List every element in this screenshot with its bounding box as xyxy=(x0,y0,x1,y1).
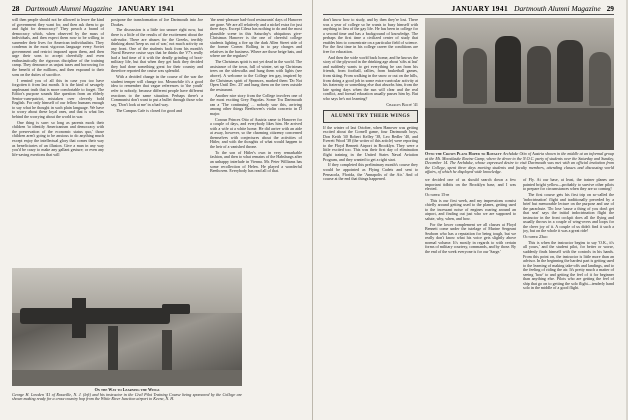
paragraph: will then people should not be allowed to leave the kind of government they want for, and then ask them to go and fight for democracy? They preach a brand of democracy which, when observed by the mass of individuals, and then expect them now to be willing to surrender their lives for American individualists. They condemn in the most vigorous language every Soviet government and restrict imposed upon them, and then urge their sons to accept cheerfully and even enthusiastically the rigorous discipline of the training camp. They denounce as unjust taxes and borrowing for the benefit of the millions, and then expound to their sons on the duties of sacrifice. xyxy=(12,18,104,77)
paragraph: This is when the instructor begins to say 'O.K., it's all yours,' and the student pilot, for better or worse, suddenly finds himself with the controls in his hands. From this point on, the instructor is little more than an advisor. In the beginning the hardest part is getting used to the learning of making take-offs and landings, and to the feeling of riding the air. It's pretty much a matter of seeing 'how' to and getting the feel of it for beginner than anything else. Pilots who are getting the feel of ship that go on to getting the solo flight—tenderly hand solo in the middle of a good flight. xyxy=(523,239,614,291)
right-columns xyxy=(323,18,614,292)
photo-block-left xyxy=(12,268,242,402)
paragraph: The Christmas spirit is not yet dead in the world. The assistance of the town, full of winter, set up Christmas trees on the sidewalks and hung them with lights (see above). A welcome to the College ten gay, inspired by the Christmas spirit of Sponsors, marked them 'Do Not Open Until Dec. 25' and hung them on the trees outside the restaurant. xyxy=(210,59,302,92)
left-column-2 xyxy=(111,18,203,175)
paragraph: With a decided change in the course of the war the student temper will change too. Meanwhile it's a good idea to remember that vague references to 'the youth' refer to nobody, because different people have different reactions to the same situation. Perhaps there's a Communist don't want to put a bullet through those who say, 'Don't look at me' in a bad way. xyxy=(111,74,203,107)
right-lower-columns xyxy=(425,178,614,292)
right-column-1 xyxy=(323,18,418,292)
left-column-3 xyxy=(210,18,302,175)
paragraph: 'the semi-pleasure bad-food restaurants' days of Hanover are gone. We are all relatively and a nickel extra for just three days. Except Cilesa has nothing to do and the most plausible scene in this Saturday's ubiquitous give-Christmas Hanover is the one of cheerful college students lighting a fire up the dark Allen Street side of the former Corner. Rolling in to pay charges and relatives in the business. Where are those beige bats, and where are the regulars? xyxy=(210,18,302,59)
paragraph: of Fly. At our base, at least, the trainer planes are painted bright yellow—probably to survive other pilots to prepare for circumstances when they are so coming! xyxy=(523,177,614,192)
paragraph: And then the wide world back home, and he knows the story of the plywood in the drinking age about 'sifts at last' and suddenly wants to get everything he can from his friends, from football, rallies, from basketball games, from skiing. From walking in the snow or out on the hills, from doing a good job in some extra-curricular activity at his fraternity or something else that absorbs him, from the late spring days when the sun will clear and the real conflict, and formal education usually passes him by. But who says he's not learning? xyxy=(323,54,418,101)
paragraph: One thing is sure: so long as parents mock their children 'to identify Americanism and democracy with the preservation of the economic status quo,' those children aren't going to be anxious to do anything much except enjoy the intellectual glory that comes their way as beneficiaries of an illusion. Give a man in any way you'd be crazy to make any gallant gesture; or even any life-saving exertions that will xyxy=(12,119,104,157)
caption-text: George H. Lowden '41 of Rossville, N. J. (left) and his instructor in the Civil Pilot Training Course being sponsored by the College are shown making ready for a cross-country hop from the White River Junction airport to Keene, N. H. xyxy=(12,391,242,402)
airplane-photo xyxy=(12,268,242,386)
magazine-title: Dartmouth Alumni Magazine xyxy=(514,4,601,13)
left-column-1 xyxy=(12,18,104,175)
paragraph: If the winter of last October, when Hanover was getting excited about the Cornell game, four Dartmouth boys, Don Keith '40 Robert Kelley '38, Leo Bedler '40, and Everett Wood '38 (the writer of this article) were reporting to the Floyd Bennett Airport in Brooklyn. They were a little excited too. This was their first day of elimination flight training in the United States Naval Aviation Program, and they wanted to get a right start. xyxy=(323,124,418,162)
issue-date: JANUARY 1941 xyxy=(451,4,509,13)
right-column-2 xyxy=(425,178,516,292)
photo-caption-left xyxy=(12,388,242,402)
page-number: 29 xyxy=(606,4,614,13)
left-page xyxy=(0,0,313,420)
running-header-left xyxy=(12,4,302,15)
photo-caption-right xyxy=(425,152,614,175)
right-column-3 xyxy=(523,178,614,292)
paragraph: If they completed this preliminary month's course they would be appointed as Flying Cadets and sent to Pensacola, Florida, the 'Annapolis of the Air.' And of course at the end that things happened. xyxy=(323,162,418,182)
paragraph: we decided one of us should search down a few important tidbits on the Brooklyn base, and I was elected. xyxy=(425,177,516,192)
paragraph: To the son of Hitler's own in very remarkable fashion, and then to what remains of the Habsburgs after an unhappy interlude in Vienna. Mr. Peter Williams has some recollection of Helen. He played a wonderful Beethoven. Everybody has read all of that. xyxy=(210,149,302,174)
diary-date: October 15th xyxy=(425,192,450,197)
left-columns xyxy=(12,18,302,175)
page-number: 28 xyxy=(12,4,20,13)
group-photo xyxy=(425,18,614,150)
paragraph: I remind you of all this in case you too have forgotten it from last month. It is the kind of savagely unpleasant truth that is more comfortable to forget. The Editor's purpose sounds like question from an elderly Senior-cum-patriot, mistaken over cleverly bold English. For only himself of our fellow humans enough to say what he thought in such plain language. We have to worry about these loyal ones, and that is what lies behind the worrying about the world in war. xyxy=(12,77,104,119)
diary-date: October 23rd xyxy=(523,234,548,240)
paragraph: For the lower complement we all classes at Floyd Bennett come under the tutelage of Marine Sergeant Seaborn who has a reputation for being tough, but we really don't know what his voice gets slightly above normal volume. It's mostly in regards to with certain forms of military courtesy, commands, and by those. By the end of the week everyone is for our 'Sarge.' xyxy=(425,221,516,254)
paragraph: don't know how to study, and by then they're lost. There was a year of college so he wants to busy himself with anything in lieu of the gay life. He has been in college for a second time and has a background of knowledge. The perhaps the first time a civilized center of study that enables him to concentrate on a particular field of science. For the first time in his college career the conditions are free for education. xyxy=(323,18,418,54)
paragraph: Another nice story from the College involves one of the most exciting Grey Pagodas. Some Tru Dartmouth ran a 'The continuing' ... nobody saw this, arriving among other things Beethoven's violin concerto in D major. xyxy=(210,92,302,116)
paragraph: The first course gets his first trip on so-called the 'indoctrination' flight and traditionally preceded by a brief but memorable lecture on the purpose and use of the parachute. 'Do lose 'cause a thing of you don't get that seat' says the initial indoctrination flight the instructor in the front cockpit does all the flying and usually throws in a couple of wing-overs and loops for the cheer joy of it. A couple of us didn't find it such a joy, but on the whole it was a great ride! xyxy=(523,192,614,234)
paragraph: Coroun Princes Otto of Austria came to Hanover for a couple of days, and everybody likes him. He arrived with a wife at a white home. He did arrive with an aide at away, however, so the charming citizenry concerned themselves with conjectures about the activities of Hitler, and with the thoughts of what would happen to the heir of a vanished throne. xyxy=(210,116,302,149)
magazine-title: Dartmouth Alumni Magazine xyxy=(25,4,112,13)
issue-date: JANUARY 1941 xyxy=(117,4,175,13)
right-main xyxy=(425,18,614,292)
paragraph: The discussion is a little too unsure right now, but there is a little of the results of the excitement about the sub-rudor. There are abuses for the Greeks, terribly thinking about 'keep us out of war,' not much activity on any front. One of the students back from his month's Naval Reserve cruise says that he thinks the V7's really had a bad time of it with the deadly grinding of boot-military life, but that when they get back they decided they had done something great for their country and therefore reported the cruise was splendid. xyxy=(111,27,203,74)
right-page xyxy=(313,0,626,420)
caption-title: On the Way to Learning the Wings xyxy=(94,387,160,392)
section-title-box: ALUMNI TRY THEIR WINGS xyxy=(323,110,418,123)
caption-title: Otto the Crown Plans Hoped to Royalty xyxy=(425,151,502,156)
paragraph: This is our first week, and my impressions consist chiefly around getting used to the planes, getting used to the incessant noise of engines roaring around an airport, and finding out just who we are supposed to salute, why, when, and how. xyxy=(425,197,516,221)
author-signature: Charles Bolté '41 xyxy=(386,101,418,107)
paragraph: postpone the transformation of Joe Dartmouth into Joe Doakes. xyxy=(111,18,203,27)
caption-text: Archduke Otto of Austria shown in the middle at an informal group at the Mt. Moosilauke Ravine Camp, where he drove to the N.O.C. party of students over the Saturday and Sunday, December 14. The Archduke, whose expressed desire to visit Dartmouth was met with an official invitation from the College, spent three days meeting students and faculty members, attending classes and discussing world affairs, of which he displayed wide knowledge. xyxy=(425,151,615,175)
paragraph: The Campus Cafe is closed for good and xyxy=(116,107,182,113)
running-header-right xyxy=(323,4,614,15)
